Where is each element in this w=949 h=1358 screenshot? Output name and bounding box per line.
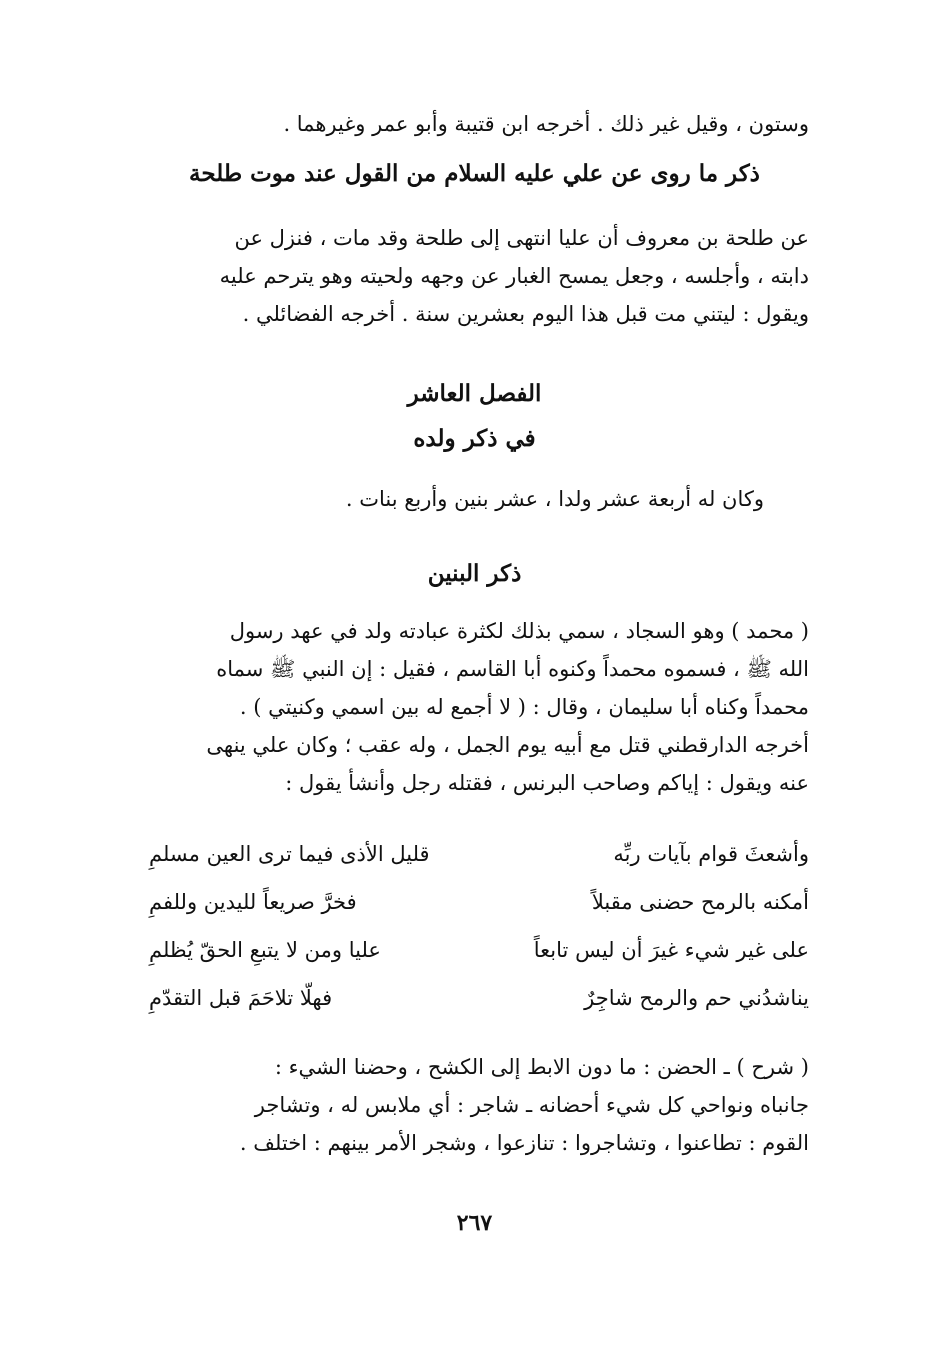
paragraph-line: ويقول : ليتني مت قبل هذا اليوم بعشرين سنة . أخرجه الفضائلي . [242,302,809,326]
top-paragraph [149,105,809,143]
paragraph-line: محمداً وكناه أبا سليمان ، وقال : ( لا أجمع له بين اسمي وكنيتي ) . [239,695,809,719]
paragraph-line: ( محمد ) وهو السجاد ، سمي بذلك لكثرة عبادته ولد في عهد رسول [229,619,809,643]
poem-verse [149,878,809,926]
chapter-title: الفصل العاشر [407,380,542,407]
paragraph-line: عن طلحة بن معروف أن عليا انتهى إلى طلحة وقد مات ، فنزل عن [234,226,809,250]
poem-verse [149,926,809,974]
commentary-paragraph [149,1048,809,1162]
paragraph-line: وكان له أربعة عشر ولدا ، عشر بنين وأربع بنات . [345,487,764,511]
poem-hemistich-first: أمكنه بالرمح حضنى مقبلاً [591,890,809,914]
poem-hemistich-first: على غير شيء غيرَ أن ليس تابعاً [533,938,809,962]
paragraph-line: ( شرح ) ـ الحضن : ما دون الابط إلى الكشح ، وحضنا الشيء : [274,1055,809,1079]
poem-hemistich-first: وأشعثَ قوام بآيات ربِّه [613,842,809,866]
paragraph-line: القوم : تطاعنوا ، وتشاجروا : تنازعوا ، وشجر الأمر بينهم : اختلف . [239,1131,809,1155]
paragraph-line: جانباه ونواحي كل شيء أحضانه ـ شاجر : أي ملابس له ، وتشاجر [254,1093,809,1117]
paragraph-line: وستون ، وقيل غير ذلك . أخرجه ابن قتيبة وأبو عمر وغيرهما . [283,112,809,136]
paragraph-line: عنه ويقول : إياكم وصاحب البرنس ، فقتله رجل وأنشأ يقول : [285,771,809,795]
sons-paragraph [149,612,809,802]
talha-paragraph [149,219,809,333]
poem-hemistich-first: يناشدُني حم والرمح شاجِرٌ [584,986,809,1010]
chapter-subtitle: في ذكر ولده [413,425,536,452]
poem-verse [149,830,809,878]
chapter-intro [144,480,764,518]
poem-hemistich-second: قليل الأذى فيما ترى العين مسلمِ [149,842,430,866]
poem-hemistich-second: عليا ومن لا يتبعِ الحقّ يُظلمِ [149,938,381,962]
poem-verse [149,974,809,1022]
paragraph-line: أخرجه الدارقطني قتل مع أبيه يوم الجمل ، وله عقب ؛ وكان علي ينهى [206,733,809,757]
section-heading-talha: ذكر ما روى عن علي عليه السلام من القول عند موت طلحة [189,160,760,187]
paragraph-line: دابته ، وأجلسه ، وجعل يمسح الغبار عن وجهه ولحيته وهو يترحم عليه [219,264,809,288]
page-number: ٢٦٧ [456,1210,493,1236]
paragraph-line: الله ﷺ ، فسموه محمداً وكنوه أبا القاسم ، فقيل : إن النبي ﷺ سماه [216,657,809,681]
section-heading-sons: ذكر البنين [427,560,522,587]
poem [149,830,809,1022]
poem-hemistich-second: فهلّا تلاحَمَ قبل التقدّمِ [149,986,333,1010]
poem-hemistich-second: فخرَّ صريعاً لليدين وللفمِ [149,890,357,914]
